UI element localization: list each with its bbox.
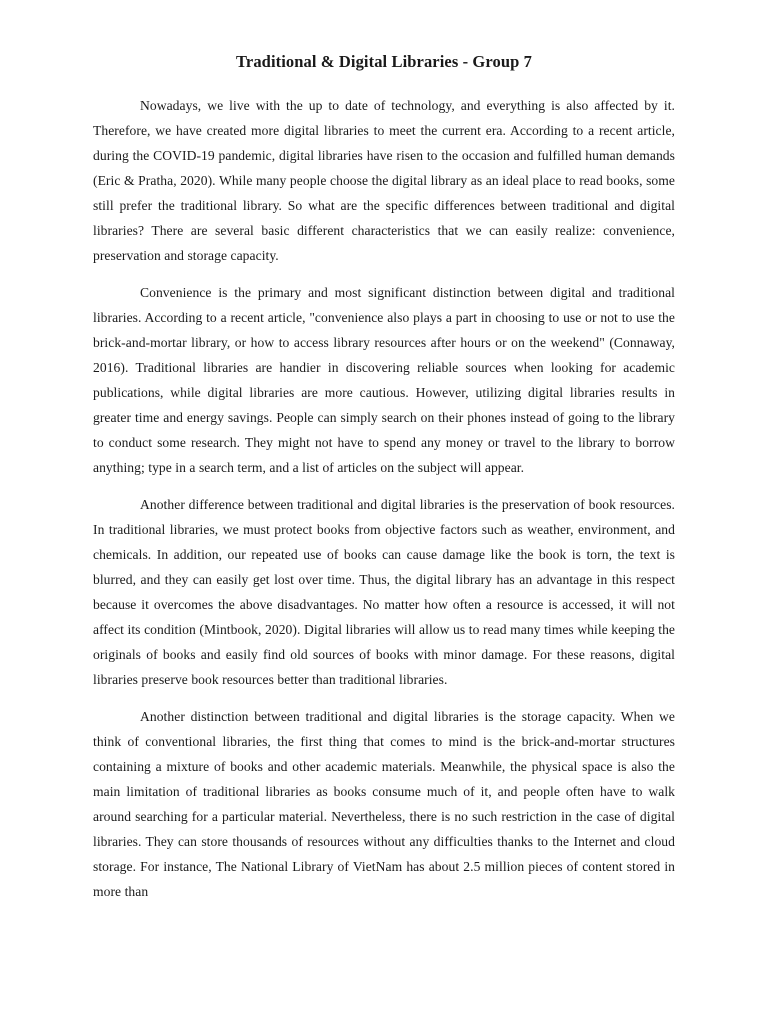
paragraph-introduction: Nowadays, we live with the up to date of technology, and everything is also affected by it. Therefore, we have created more digital libraries to meet the current era. According to a recent article, during the COVID-19 pandemic, digital libraries have risen to the occasion and fulfilled human demands (Eric & Pratha, 2020). While many people choose the digital library as an ideal place to read books, some still prefer the traditional library. So what are the specific differences between traditional and digital libraries? There are several basic different characteristics that we can easily realize: convenience, preservation and storage capacity. xyxy=(93,98,675,263)
paragraph-convenience: Convenience is the primary and most significant distinction between digital and traditional libraries. According to a recent article, "convenience also plays a part in choosing to use or not to use the brick-and-mortar library, or how to access library resources after hours or on the weekend" (Connaway, 2016). Traditional libraries are handier in discovering reliable sources when looking for academic publications, while digital libraries are more cautious. However, utilizing digital libraries results in greater time and energy savings. People can simply search on their phones instead of going to the library to conduct some research. They might not have to spend any money or travel to the library to borrow anything; type in a search term, and a list of articles on the subject will appear. xyxy=(93,285,675,475)
paragraph-preservation: Another difference between traditional and digital libraries is the preservation of book resources. In traditional libraries, we must protect books from objective factors such as weather, environment, and chemicals. In addition, our repeated use of books can cause damage like the book is torn, the text is blurred, and they can easily get lost over time. Thus, the digital library has an advantage in this respect because it overcomes the above disadvantages. No matter how often a resource is accessed, it will not affect its condition (Mintbook, 2020). Digital libraries will allow us to read many times while keeping the originals of books and easily find old sources of books with minor damage. For these reasons, digital libraries preserve book resources better than traditional libraries. xyxy=(93,497,675,687)
document-title: Traditional & Digital Libraries - Group 7 xyxy=(236,52,532,71)
document-page xyxy=(93,52,675,916)
paragraph-storage-capacity: Another distinction between traditional and digital libraries is the storage capacity. When we think of conventional libraries, the first thing that comes to mind is the brick-and-mortar structures containing a mixture of books and other academic materials. Meanwhile, the physical space is also the main limitation of traditional libraries as books consume much of it, and people often have to walk around searching for a particular material. Nevertheless, there is no such restriction in the case of digital libraries. They can store thousands of resources without any difficulties thanks to the Internet and cloud storage. For instance, The National Library of VietNam has about 2.5 million pieces of content stored in more than xyxy=(93,709,675,899)
